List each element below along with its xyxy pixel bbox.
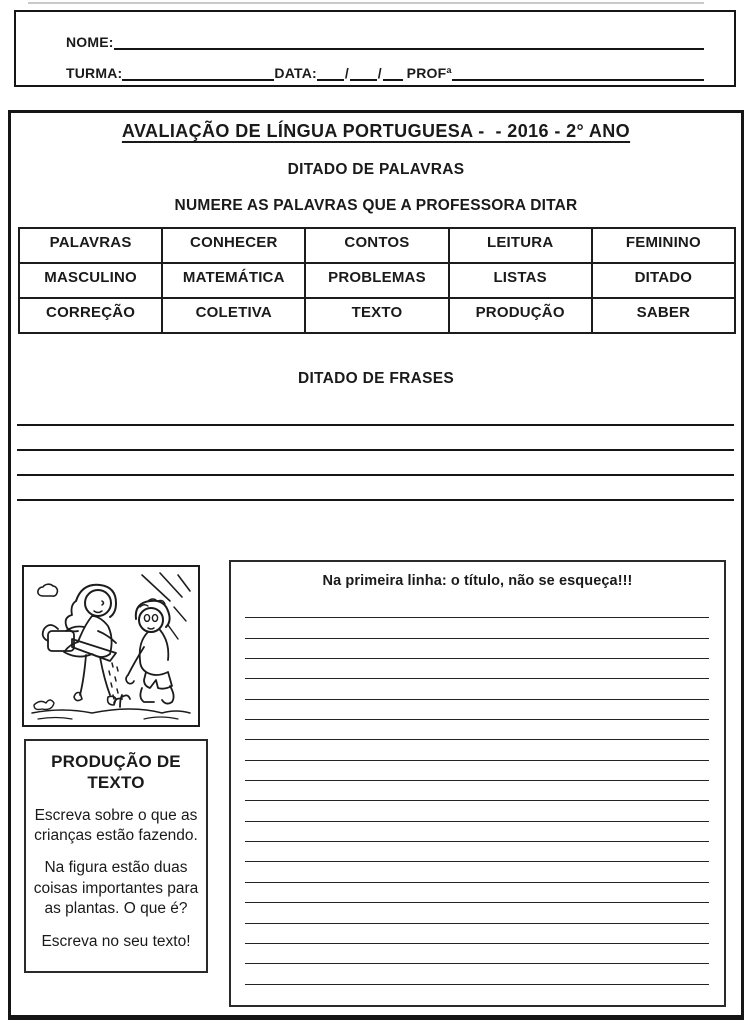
class-blank-line <box>122 63 274 81</box>
word-cell: CONHECER <box>162 228 305 263</box>
word-dictation-title: DITADO DE PALAVRAS <box>287 161 465 178</box>
date-label: DATA: <box>274 65 317 81</box>
date-slash: / <box>344 65 349 81</box>
writing-line <box>245 924 709 944</box>
class-label: TURMA: <box>66 65 123 81</box>
student-info-box <box>14 10 736 87</box>
writing-line <box>245 618 709 638</box>
text-production-box <box>24 739 208 973</box>
writing-line <box>17 476 734 501</box>
writing-line <box>245 862 709 882</box>
writing-line <box>17 401 734 426</box>
text-production-instruction: Na figura estão duas coisas importantes para as plantas. O que é? <box>33 859 199 918</box>
writing-line <box>245 964 709 984</box>
word-cell: TEXTO <box>305 298 448 333</box>
writing-line <box>245 740 709 760</box>
writing-line <box>245 659 709 679</box>
writing-line <box>245 781 709 801</box>
teacher-label: PROFª <box>406 65 452 81</box>
scan-edge-artifact <box>28 2 704 4</box>
writing-line <box>17 426 734 451</box>
word-dictation-instruction: NUMERE AS PALAVRAS QUE A PROFESSORA DITAR <box>174 197 578 214</box>
name-label: NOME: <box>66 34 114 50</box>
date-month-blank <box>350 63 377 81</box>
word-cell: CORREÇÃO <box>19 298 162 333</box>
text-production-instruction: Escreva sobre o que as crianças estão fazendo. <box>34 806 198 844</box>
writing-line <box>245 822 709 842</box>
word-cell: MASCULINO <box>19 263 162 298</box>
name-row <box>66 25 704 50</box>
sentence-dictation-title: DITADO DE FRASES <box>297 370 455 387</box>
illustration-children-watering-plant <box>22 565 200 727</box>
writing-line <box>245 842 709 862</box>
text-production-instruction: Escreva no seu texto! <box>41 932 191 950</box>
essay-title-reminder: Na primeira linha: o título, não se esqueça!!! <box>322 573 633 589</box>
name-blank-line <box>114 32 704 50</box>
writing-line <box>245 903 709 923</box>
writing-line <box>245 761 709 781</box>
writing-line <box>245 700 709 720</box>
essay-writing-lines <box>245 598 709 985</box>
writing-line <box>17 451 734 476</box>
writing-line <box>245 598 709 618</box>
writing-line <box>245 639 709 659</box>
word-cell: LISTAS <box>449 263 592 298</box>
word-cell: CONTOS <box>305 228 448 263</box>
writing-line <box>245 720 709 740</box>
date-slash: / <box>377 65 382 81</box>
writing-line <box>245 944 709 964</box>
word-cell: LEITURA <box>449 228 592 263</box>
teacher-blank-line <box>452 63 704 81</box>
children-watering-plant-drawing <box>24 567 198 725</box>
word-table-row <box>19 298 735 333</box>
word-cell: PROBLEMAS <box>305 263 448 298</box>
class-date-teacher-row <box>66 56 704 81</box>
date-day-blank <box>317 63 344 81</box>
word-cell: FEMININO <box>592 228 735 263</box>
writing-line <box>245 679 709 699</box>
sentence-dictation-lines <box>17 401 734 501</box>
word-table-row <box>19 228 735 263</box>
word-cell: PALAVRAS <box>19 228 162 263</box>
writing-line <box>245 801 709 821</box>
word-cell: SABER <box>592 298 735 333</box>
word-table-row <box>19 263 735 298</box>
word-cell: PRODUÇÃO <box>449 298 592 333</box>
word-cell: DITADO <box>592 263 735 298</box>
worksheet-title: AVALIAÇÃO DE LÍNGUA PORTUGUESA - - 2016 - 2° ANO <box>121 121 631 141</box>
writing-line <box>245 883 709 903</box>
essay-panel <box>229 560 726 1007</box>
word-cell: COLETIVA <box>162 298 305 333</box>
text-production-title: PRODUÇÃO DE TEXTO <box>51 752 181 793</box>
word-cell: MATEMÁTICA <box>162 263 305 298</box>
date-year-blank <box>383 63 403 81</box>
word-table <box>18 227 736 334</box>
worksheet-body <box>8 110 744 1020</box>
